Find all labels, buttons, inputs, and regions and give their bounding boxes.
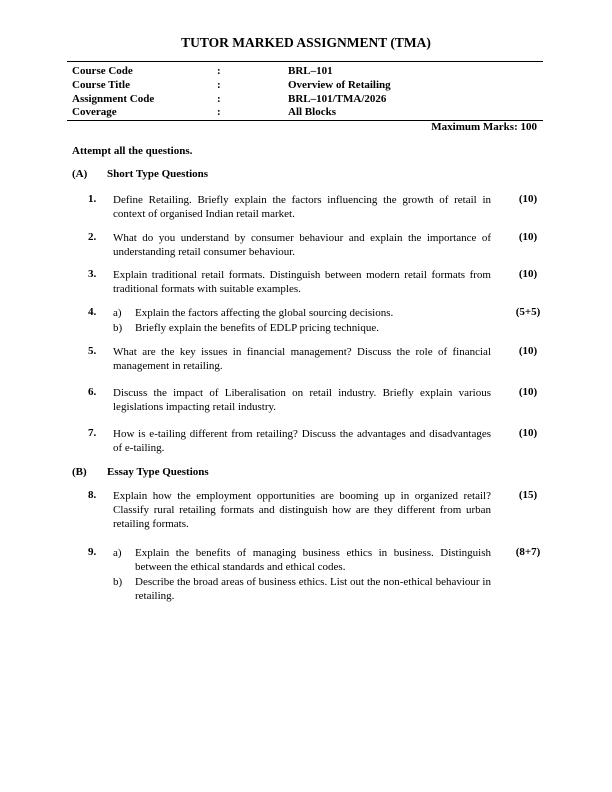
maximum-marks: Maximum Marks: 100 (431, 121, 537, 133)
section-letter: (A) (72, 168, 88, 180)
question-body (113, 546, 491, 603)
info-label: Course Title (72, 79, 130, 91)
question-marks: (10) (518, 427, 538, 439)
sub-question-text: Briefly explain the benefits of EDLP pricing technique. (135, 322, 379, 334)
question-text: Discuss the impact of Liberalisation on retail industry. Briefly explain various legislations impacting retail industry. (113, 387, 491, 413)
sub-question-label: b) (113, 322, 123, 334)
section-heading-b (72, 466, 372, 480)
question-text: Explain how the employment opportunities are booming up in organized retail? Classify rural retailing formats and distinguish how are they different from urban retailing formats. (113, 490, 491, 530)
question-text: Explain traditional retail formats. Distinguish between modern retail formats from traditional formats with suitable examples. (113, 269, 491, 295)
question-body (113, 306, 491, 335)
info-label: Assignment Code (72, 93, 155, 105)
sub-question-label: b) (113, 576, 123, 588)
info-colon: : (217, 79, 221, 91)
sub-question-text: Explain the benefits of managing business ethics in business. Distinguish between the ethical standards and ethical codes. (135, 547, 491, 573)
question-text: How is e-tailing different from retailing? Discuss the advantages and disadvantages of e-tailing. (113, 428, 491, 454)
question-number: 4. (88, 306, 97, 318)
question-number: 6. (88, 386, 97, 398)
question-number: 5. (88, 345, 97, 357)
sub-question (113, 306, 491, 320)
question-marks: (8+7) (515, 546, 541, 558)
question-text: What are the key issues in financial management? Discuss the role of financial management in retailing. (113, 346, 491, 372)
sub-question (113, 321, 491, 335)
question-number: 8. (88, 489, 97, 501)
question-number: 1. (88, 193, 97, 205)
sub-question-label: a) (113, 547, 122, 559)
info-value: BRL–101/TMA/2026 (288, 93, 387, 105)
question-marks: (10) (518, 345, 538, 357)
sub-question (113, 546, 491, 574)
info-colon: : (217, 106, 221, 118)
section-title: Essay Type Questions (107, 466, 209, 478)
info-value: All Blocks (288, 106, 336, 118)
section-title: Short Type Questions (107, 168, 209, 180)
question-marks: (10) (518, 386, 538, 398)
info-label: Course Code (72, 65, 133, 77)
question-marks: (10) (518, 231, 538, 243)
info-value: BRL–101 (288, 65, 333, 77)
question-number: 7. (88, 427, 97, 439)
question-marks: (5+5) (515, 306, 541, 318)
sub-question-text: Describe the broad areas of business ethics. List out the non-ethical behaviour in retailing. (135, 576, 491, 602)
question-marks: (10) (518, 268, 538, 280)
question-number: 3. (88, 268, 97, 280)
sub-question-text: Explain the factors affecting the global sourcing decisions. (135, 307, 394, 319)
sub-question (113, 575, 491, 603)
info-coverage (72, 106, 472, 120)
info-assignment-code (72, 93, 472, 107)
question-number: 9. (88, 546, 97, 558)
question-text: What do you understand by consumer behaviour and explain the importance of understanding retail consumer behaviour. (113, 232, 491, 258)
info-course-title (72, 79, 472, 93)
question-marks: (10) (518, 193, 538, 205)
info-course-code (72, 65, 472, 79)
instruction: Attempt all the questions. (72, 145, 193, 157)
section-letter: (B) (72, 466, 87, 478)
info-colon: : (217, 93, 221, 105)
info-label: Coverage (72, 106, 117, 118)
page-title: TUTOR MARKED ASSIGNMENT (TMA) (181, 35, 431, 50)
info-colon: : (217, 65, 221, 77)
question-text: Define Retailing. Briefly explain the factors influencing the growth of retail in context of organised Indian retail market. (113, 194, 491, 220)
sub-question-label: a) (113, 307, 122, 319)
section-heading-a (72, 168, 372, 182)
question-marks: (15) (518, 489, 538, 501)
top-divider (67, 61, 543, 62)
question-number: 2. (88, 231, 97, 243)
info-value: Overview of Retailing (288, 79, 391, 91)
